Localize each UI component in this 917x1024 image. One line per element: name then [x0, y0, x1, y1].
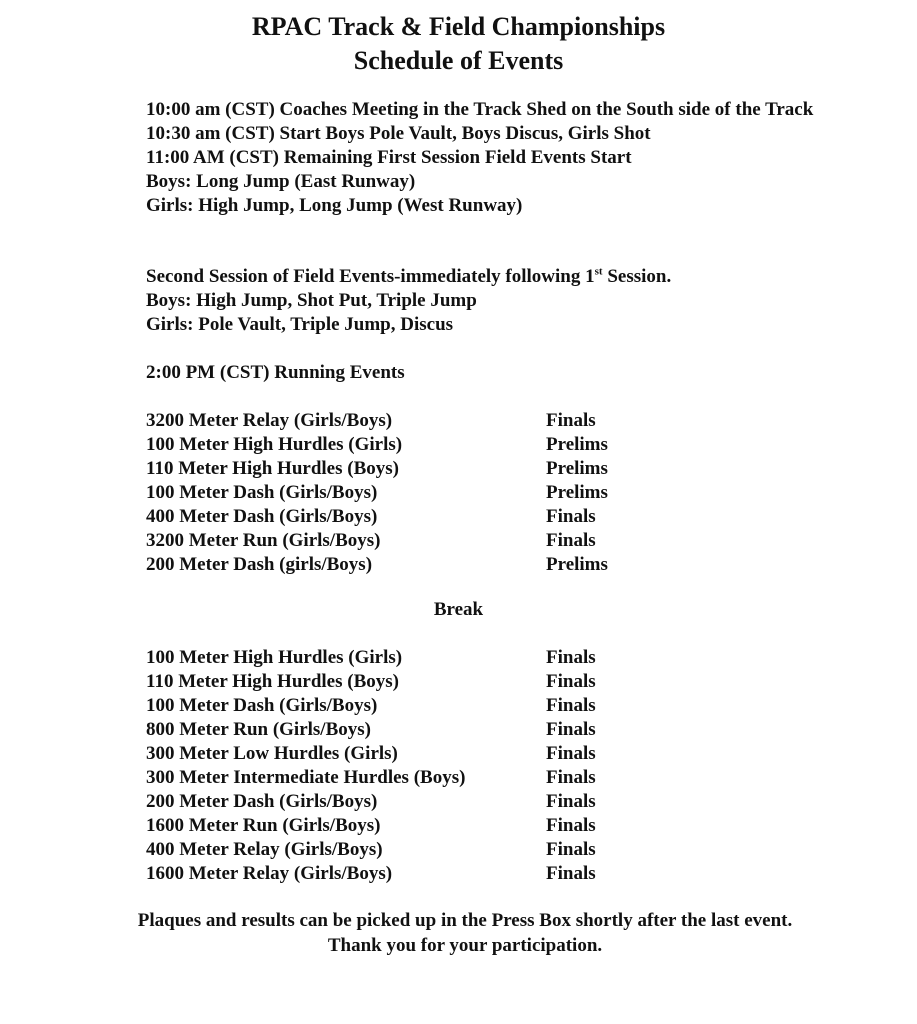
event-row	[146, 862, 766, 886]
schedule-line-first-events: 10:30 am (CST) Start Boys Pole Vault, Boys Discus, Girls Shot	[146, 123, 651, 144]
event-row	[146, 718, 766, 742]
second-session-heading	[146, 265, 826, 289]
event-row	[146, 742, 766, 766]
event-round: Finals	[546, 695, 596, 716]
schedule-line-boys-events: Boys: Long Jump (East Runway)	[146, 171, 416, 192]
event-name: 110 Meter High Hurdles (Boys)	[146, 458, 399, 479]
event-round: Finals	[546, 815, 596, 836]
event-name: 110 Meter High Hurdles (Boys)	[146, 671, 399, 692]
event-name: 100 Meter Dash (Girls/Boys)	[146, 695, 378, 716]
event-row	[146, 670, 766, 694]
event-row	[146, 838, 766, 862]
second-session-heading-end: Session.	[602, 266, 672, 287]
schedule-line-remaining-events: 11:00 AM (CST) Remaining First Session Field Events Start	[146, 147, 632, 168]
event-row	[146, 814, 766, 838]
event-round: Finals	[546, 791, 596, 812]
event-name: 3200 Meter Relay (Girls/Boys)	[146, 410, 393, 431]
event-name: 200 Meter Dash (Girls/Boys)	[146, 791, 378, 812]
first-session-schedule	[146, 98, 826, 218]
event-row	[146, 553, 766, 577]
event-row	[146, 409, 766, 433]
event-row	[146, 529, 766, 553]
second-session-schedule	[146, 265, 826, 337]
document-subtitle: Schedule of Events	[353, 46, 564, 75]
event-round: Finals	[546, 530, 596, 551]
event-round: Prelims	[546, 482, 608, 503]
event-name: 200 Meter Dash (girls/Boys)	[146, 554, 373, 575]
plaques-note: Plaques and results can be picked up in the Press Box shortly after the last event.	[137, 910, 793, 931]
second-session-heading-text: Second Session of Field Events-immediately following 1	[146, 266, 595, 287]
schedule-line-boys-events: Boys: High Jump, Shot Put, Triple Jump	[146, 290, 477, 311]
event-row	[146, 790, 766, 814]
event-round: Finals	[546, 863, 596, 884]
event-name: 100 Meter High Hurdles (Girls)	[146, 434, 403, 455]
event-round: Prelims	[546, 434, 608, 455]
event-name: 800 Meter Run (Girls/Boys)	[146, 719, 371, 740]
running-events-part2-table	[146, 646, 766, 886]
event-row	[146, 505, 766, 529]
ordinal-suffix: st	[594, 265, 603, 278]
event-name: 1600 Meter Relay (Girls/Boys)	[146, 863, 393, 884]
thank-you-note: Thank you for your participation.	[327, 935, 603, 956]
event-row	[146, 694, 766, 718]
event-row	[146, 766, 766, 790]
event-row	[146, 646, 766, 670]
running-events-heading-block	[146, 361, 826, 385]
event-round: Finals	[546, 767, 596, 788]
event-round: Finals	[546, 839, 596, 860]
event-round: Prelims	[546, 458, 608, 479]
schedule-line-girls-events: Girls: High Jump, Long Jump (West Runway)	[146, 195, 523, 216]
event-name: 1600 Meter Run (Girls/Boys)	[146, 815, 381, 836]
document-title: RPAC Track & Field Championships	[251, 12, 666, 41]
event-row	[146, 457, 766, 481]
running-events-heading: 2:00 PM (CST) Running Events	[146, 362, 405, 383]
schedule-line-coaches-meeting: 10:00 am (CST) Coaches Meeting in the Track Shed on the South side of the Track	[146, 99, 814, 120]
schedule-line-girls-events: Girls: Pole Vault, Triple Jump, Discus	[146, 314, 454, 335]
event-round: Finals	[546, 506, 596, 527]
running-events-part1-table	[146, 409, 766, 577]
event-name: 300 Meter Intermediate Hurdles (Boys)	[146, 767, 466, 788]
event-round: Finals	[546, 647, 596, 668]
event-round: Finals	[546, 410, 596, 431]
break-label: Break	[433, 599, 484, 620]
event-name: 3200 Meter Run (Girls/Boys)	[146, 530, 381, 551]
event-name: 100 Meter Dash (Girls/Boys)	[146, 482, 378, 503]
event-name: 300 Meter Low Hurdles (Girls)	[146, 743, 398, 764]
event-name: 400 Meter Dash (Girls/Boys)	[146, 506, 378, 527]
footer-notes	[100, 908, 830, 958]
event-round: Finals	[546, 671, 596, 692]
event-row	[146, 481, 766, 505]
event-name: 400 Meter Relay (Girls/Boys)	[146, 839, 383, 860]
event-round: Prelims	[546, 554, 608, 575]
event-round: Finals	[546, 719, 596, 740]
event-row	[146, 433, 766, 457]
event-round: Finals	[546, 743, 596, 764]
event-name: 100 Meter High Hurdles (Girls)	[146, 647, 403, 668]
